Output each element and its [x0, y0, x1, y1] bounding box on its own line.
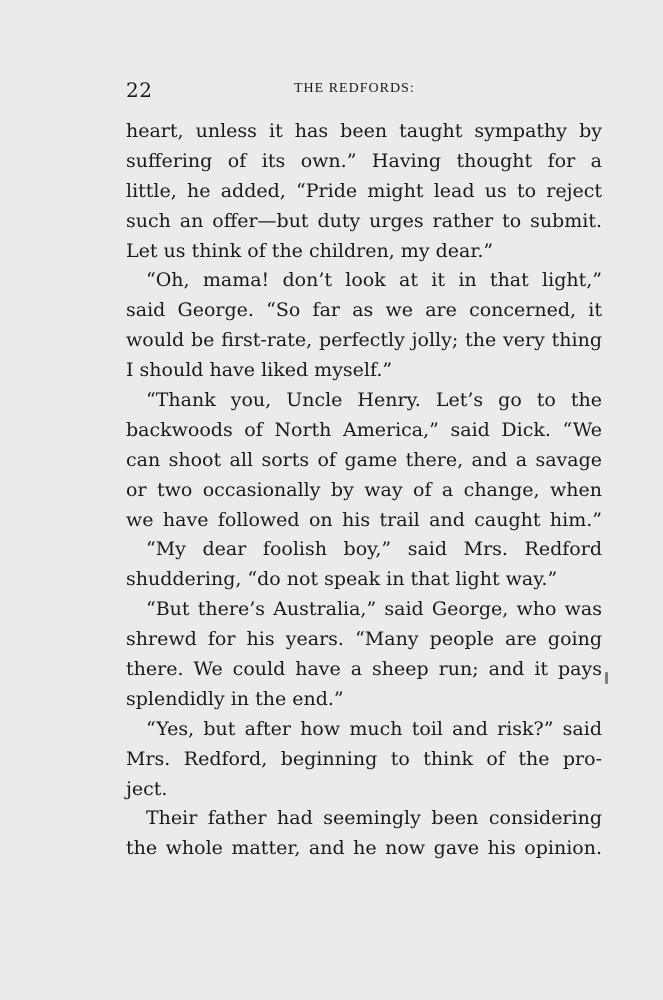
- text-line: “Oh, mama! don’t look at it in that light,”: [146, 269, 602, 292]
- ink-smudge: [605, 672, 608, 684]
- text-line: splendidly in the end.”: [126, 687, 344, 710]
- text-line: little, he added, “Pride might lead us to reject: [126, 179, 602, 202]
- page-number: 22: [126, 78, 153, 102]
- text-line: shuddering, “do not speak in that light way.”: [126, 568, 558, 591]
- text-line: “Thank you, Uncle Henry. Let’s go to the: [146, 389, 602, 412]
- text-line: “My dear foolish boy,” said Mrs. Redford: [146, 538, 602, 561]
- text-line: would be first-rate, perfectly jolly; the very thing: [126, 329, 602, 352]
- text-line: the whole matter, and he now gave his opinion.: [126, 837, 602, 860]
- text-line: heart, unless it has been taught sympathy by: [126, 120, 602, 142]
- text-line: or two occasionally by way of a change, when: [126, 478, 602, 501]
- text-line: said George. “So far as we are concerned, it: [126, 299, 602, 322]
- text-line: Let us think of the children, my dear.”: [126, 239, 494, 262]
- text-line: we have followed on his trail and caught him.”: [126, 508, 602, 531]
- text-line: “Yes, but after how much toil and risk?” said: [146, 717, 602, 740]
- text-line: there. We could have a sheep run; and it pays: [126, 658, 602, 681]
- text-line: shrewd for his years. “Many people are going: [126, 628, 602, 651]
- text-line: backwoods of North America,” said Dick. “We: [126, 418, 602, 441]
- text-line: Their father had seemingly been considering: [146, 807, 602, 830]
- text-line: can shoot all sorts of game there, and a savage: [126, 448, 602, 471]
- text-line: I should have liked myself.”: [126, 359, 393, 382]
- text-line: ject.: [126, 777, 168, 800]
- body-text: [126, 117, 602, 864]
- text-line: such an offer—but duty urges rather to submit.: [126, 209, 602, 232]
- text-line: Mrs. Redford, beginning to think of the pro-: [126, 747, 602, 770]
- text-line: suffering of its own.” Having thought for a: [126, 149, 602, 172]
- running-head: [126, 78, 602, 102]
- text-line: “But there’s Australia,” said George, who was: [146, 598, 602, 621]
- page-header-title: THE REDFORDS:: [294, 81, 415, 96]
